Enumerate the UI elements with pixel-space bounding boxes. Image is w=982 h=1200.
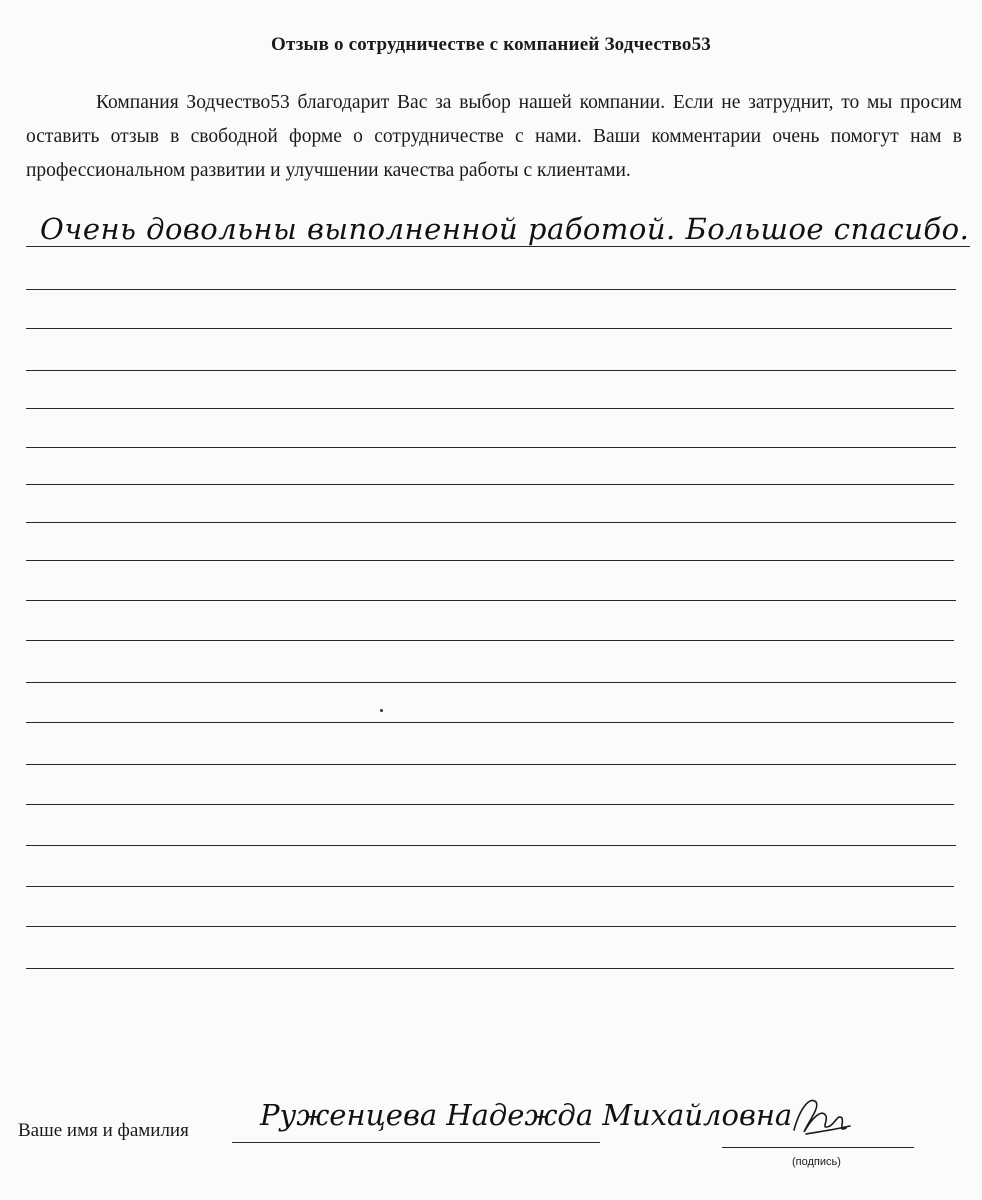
- ruled-line: [26, 600, 956, 601]
- ruled-line: [26, 246, 970, 247]
- signature-caption: (подпись): [792, 1156, 841, 1168]
- name-label: Ваше имя и фамилия: [18, 1120, 189, 1141]
- handwritten-name: Руженцева Надежда Михайловна: [260, 1098, 793, 1132]
- ruled-line: [26, 370, 956, 371]
- ruled-line: [26, 522, 956, 523]
- ruled-line: [26, 408, 954, 409]
- ruled-line: [26, 484, 954, 485]
- signature-mark: [786, 1088, 856, 1148]
- ruled-line: [26, 886, 954, 887]
- ruled-line: [26, 447, 956, 448]
- ruled-line: [26, 764, 956, 765]
- form-title: Отзыв о сотрудничестве с компанией Зодчество53: [270, 34, 712, 55]
- ruled-line: [26, 560, 954, 561]
- ruled-line: [26, 926, 956, 927]
- ruled-line: [26, 804, 954, 805]
- ruled-line: [26, 328, 952, 329]
- handwritten-review: Очень довольны выполненной работой. Большое спасибо.: [40, 212, 970, 246]
- ruled-line: [26, 968, 954, 969]
- ruled-line: [26, 845, 956, 846]
- ruled-line: [26, 682, 956, 683]
- ruled-line: [26, 722, 954, 723]
- form-intro-paragraph: Компания Зодчество53 благодарит Вас за выбор нашей компании. Если не затруднит, то мы просим оставить отзыв в свободной форме о сотрудничестве с нами. Ваши комментарии очень помогут нам в профессиональном развитии и улучшении качества работы с клиентами.: [26, 92, 962, 181]
- ruled-line: [26, 289, 956, 290]
- name-underline: [232, 1142, 600, 1143]
- scan-speck: [380, 709, 383, 712]
- ruled-line: [26, 640, 954, 641]
